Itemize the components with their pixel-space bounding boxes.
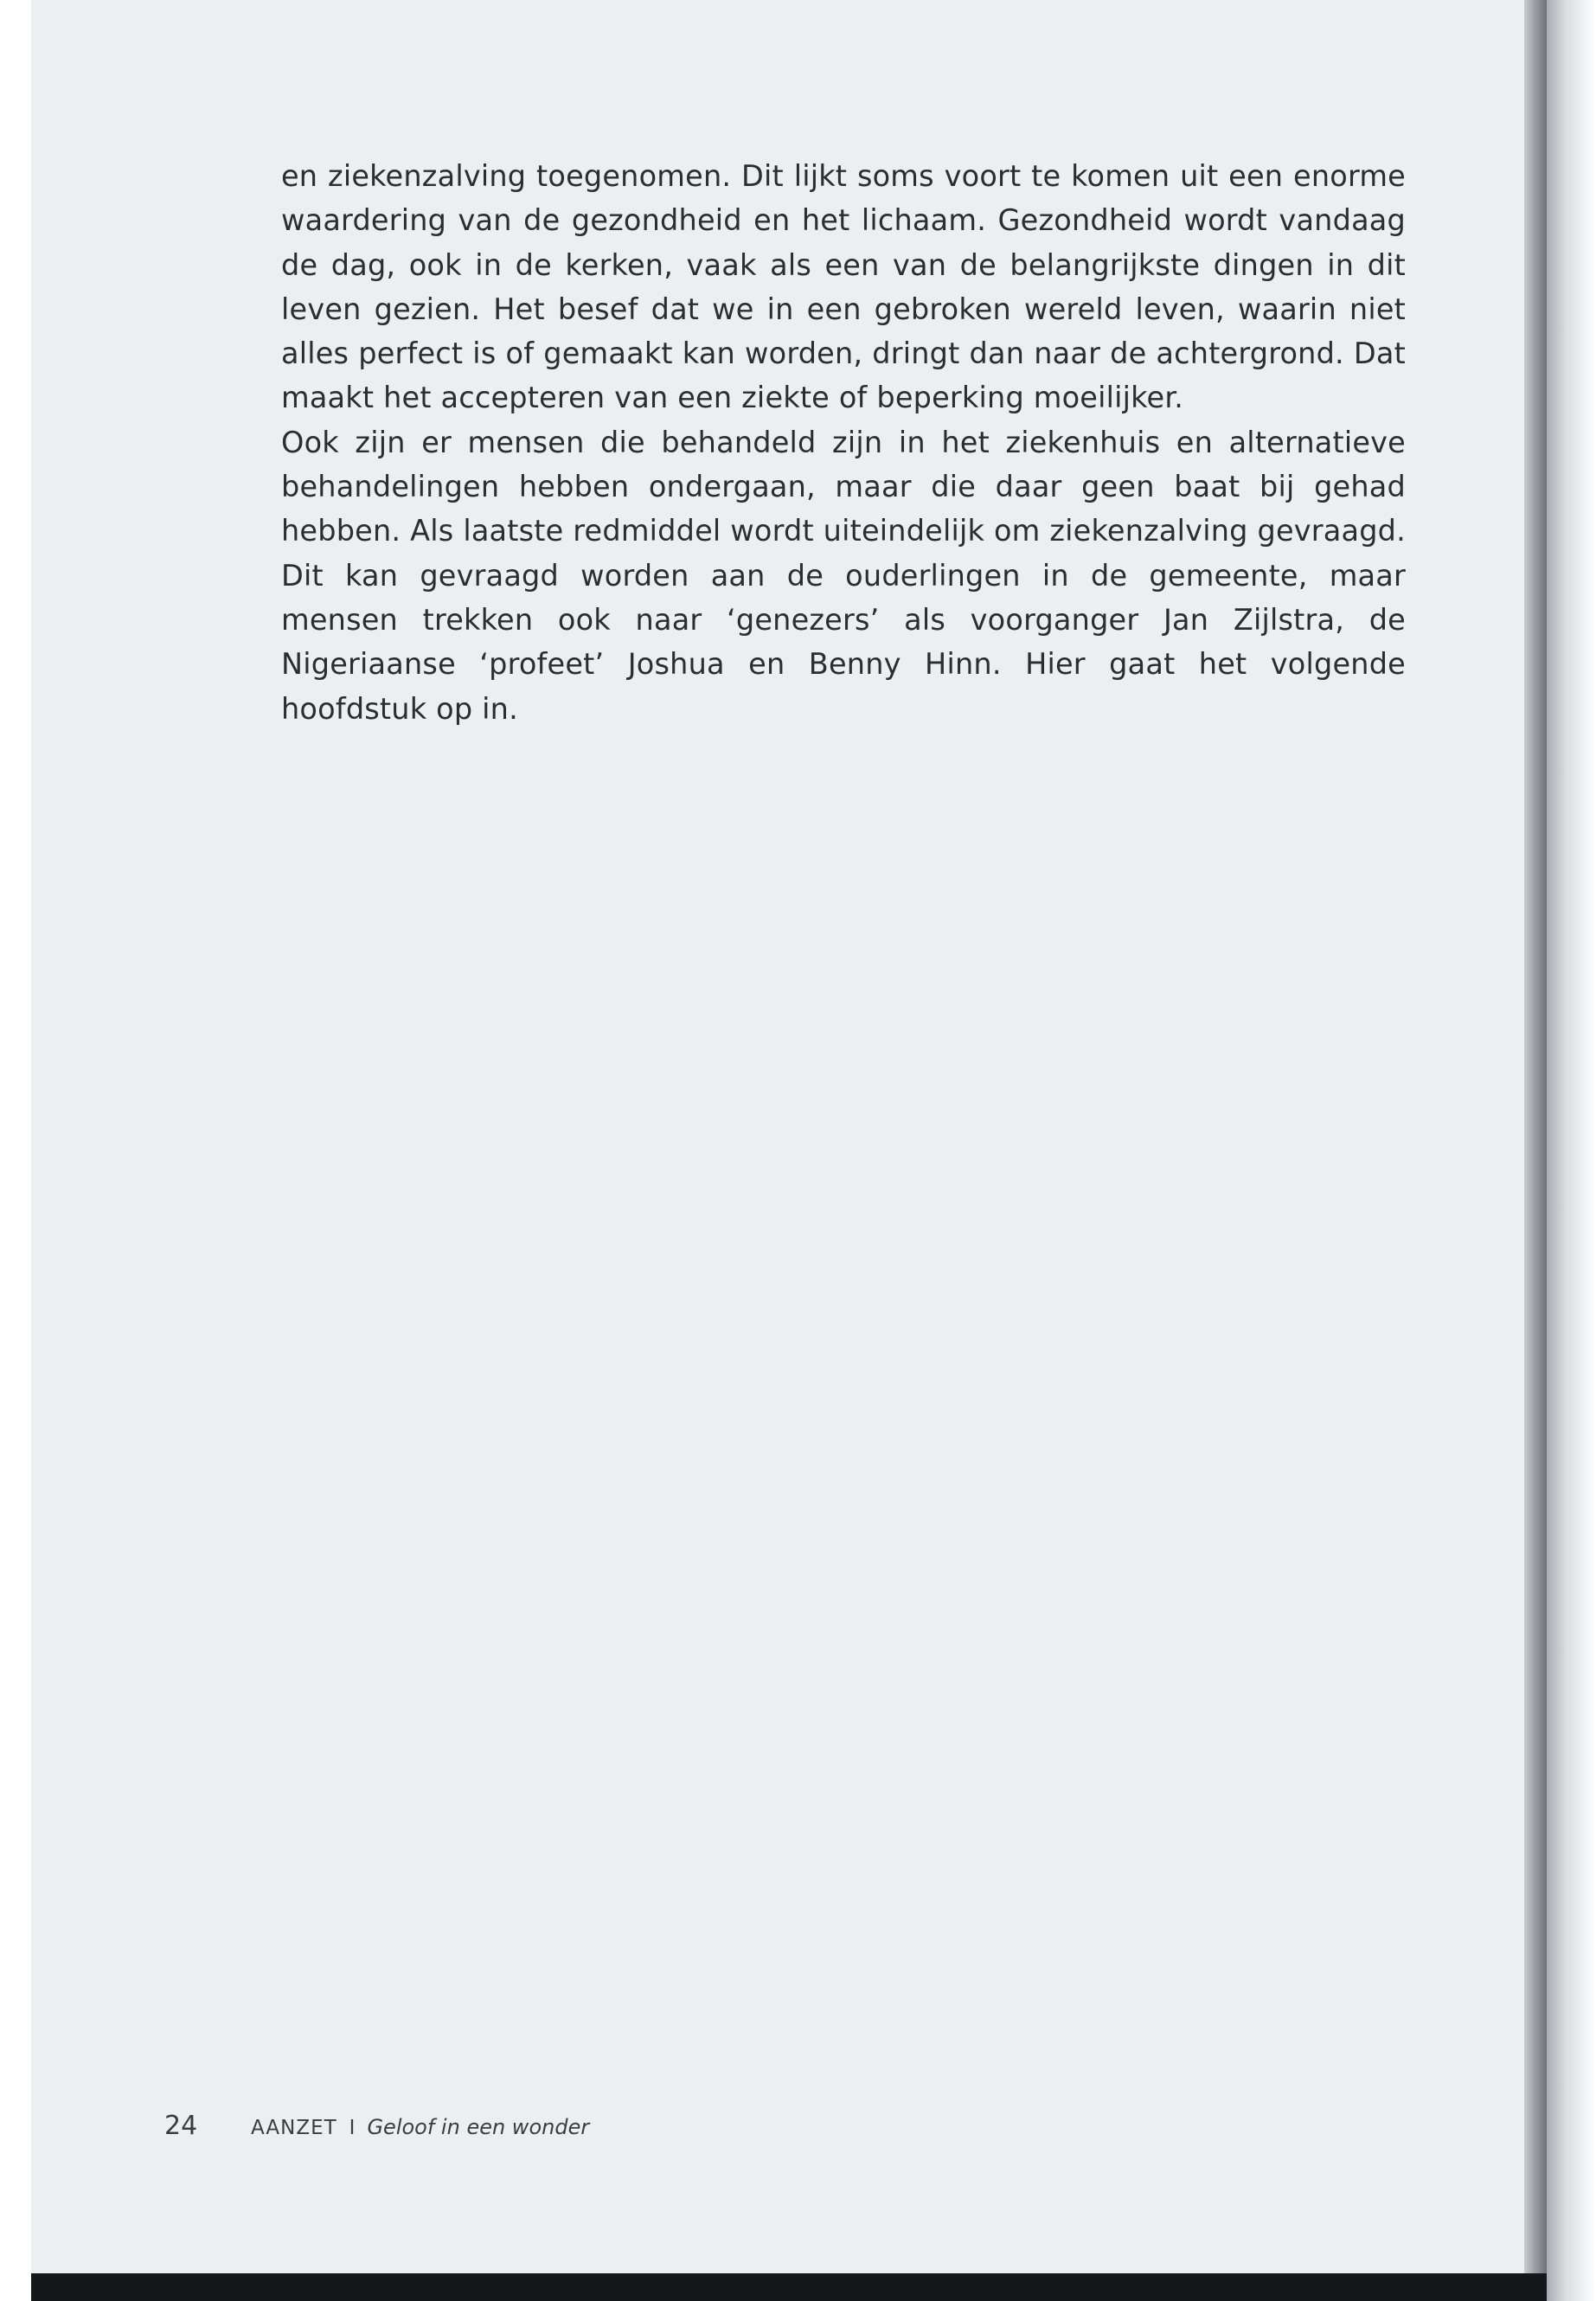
body-text [281, 154, 1406, 731]
page-footer [164, 2111, 589, 2145]
page-number: 24 [164, 2111, 198, 2141]
scan-bottom-edge [31, 2273, 1547, 2301]
paragraph: en ziekenzalving toegenomen. Dit lijkt soms voort te komen uit een enorme waardering van de gezondheid en het lichaam. Gezondheid wordt vandaag de dag, ook in de kerken, vaak als een van de belangrijkste dingen in dit leven gezien. Het besef dat we in een gebroken wereld leven, waarin niet alles perfect is of gemaakt kan worden, dringt dan naar de achtergrond. Dat maakt het accepteren van een ziekte of beperking moeilijker. [281, 159, 1406, 415]
running-head: AANZET [251, 2117, 337, 2139]
footer-separator: I [349, 2117, 356, 2139]
page-outer-edge [1547, 0, 1596, 2301]
running-title: Geloof in een wonder [367, 2115, 590, 2139]
book-spine-shadow [1524, 0, 1547, 2301]
paragraph: Ook zijn er mensen die behandeld zijn in het ziekenhuis en alternatieve behandelingen hebben ondergaan, maar die daar geen baat bij gehad hebben. Als laatste redmiddel wordt uiteindelijk om ziekenzalving gevraagd. Dit kan gevraagd worden aan de ouderlingen in de gemeente, maar mensen trekken ook naar ‘genezers’ als voorganger Jan Zijlstra, de Nigeriaanse ‘profeet’ Joshua en Benny Hinn. Hier gaat het volgende hoofdstuk op in. [281, 425, 1406, 726]
